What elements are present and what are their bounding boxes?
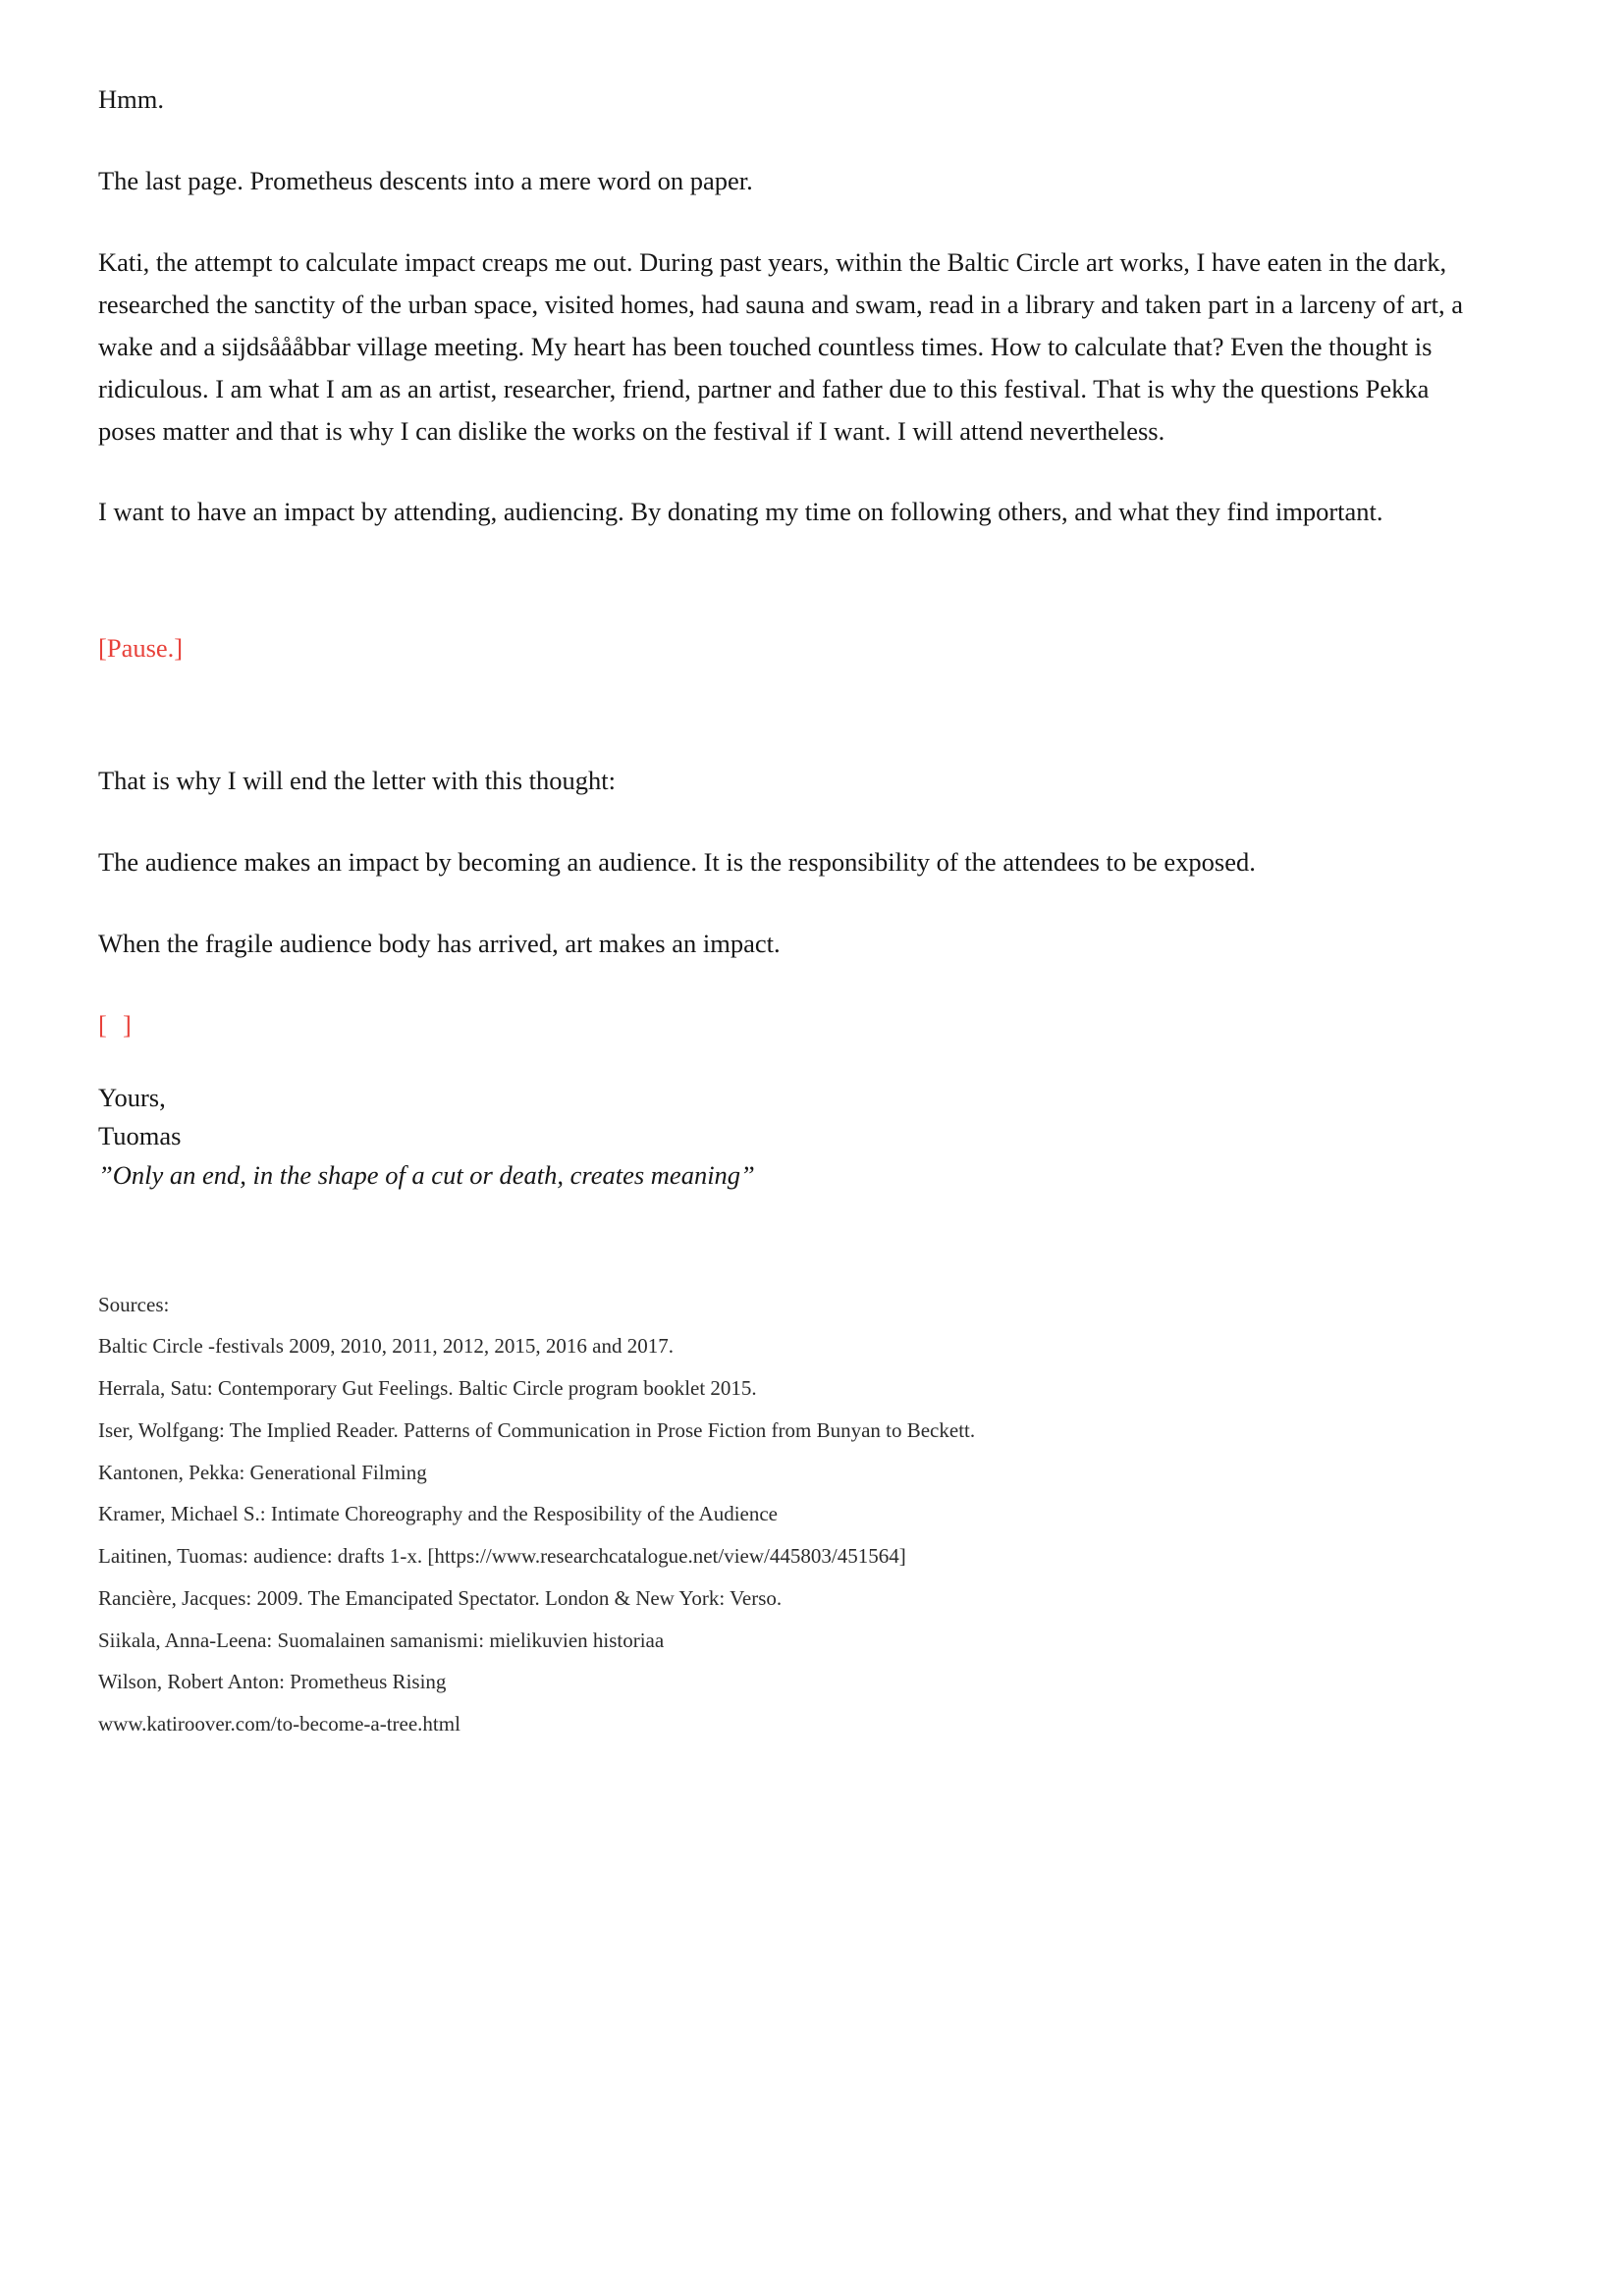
paragraph-fragile-body: When the fragile audience body has arrived, art makes an impact.	[98, 928, 781, 958]
letter-body	[98, 79, 1477, 1195]
source-item: Baltic Circle -festivals 2009, 2010, 2011, 2012, 2015, 2016 and 2017.	[98, 1334, 674, 1359]
spacer-before-stage-note	[98, 570, 1477, 627]
source-item: Kantonen, Pekka: Generational Filming	[98, 1460, 427, 1484]
paragraph-attending: I want to have an impact by attending, audiencing. By donating my time on following others, and what they find important.	[98, 497, 1383, 527]
source-item: Herrala, Satu: Contemporary Gut Feelings. Baltic Circle program booklet 2015.	[98, 1376, 757, 1401]
stage-direction-pause: [Pause.]	[98, 633, 184, 664]
source-item: Kramer, Michael S.: Intimate Choreography and the Resposibility of the Audience	[98, 1502, 778, 1526]
sources-section	[98, 1289, 1477, 1740]
spacer-after-stage-note-2	[98, 726, 1477, 760]
signoff-name: Tuomas	[98, 1120, 182, 1150]
sources-heading: Sources:	[98, 1292, 170, 1316]
paragraph-hmm: Hmm.	[98, 84, 164, 114]
signoff-quote: ”Only an end, in the shape of a cut or death, creates meaning”	[98, 1160, 755, 1191]
source-item-url: www.katiroover.com/to-become-a-tree.html	[98, 1712, 460, 1736]
stage-direction-empty-bracket: [ ]	[98, 1009, 136, 1040]
spacer-before-signoff	[98, 1045, 1477, 1079]
spacer-after-stage-note	[98, 669, 1477, 726]
source-item: Siikala, Anna-Leena: Suomalainen samanismi: mielikuvien historiaa	[98, 1628, 665, 1652]
signoff-block	[98, 1079, 1477, 1194]
paragraph-kati-impact: Kati, the attempt to calculate impact creaps me out. During past years, within the Baltic Circle art works, I have eaten in the dark, researched the sanctity of the urban space, visited homes, had sauna and swam, read in a library and taken part in a larceny of art, a wake and a sijdsåååbbar village meeting. My heart has been touched countless times. How to calculate that? Even the thought is ridiculous. I am what I am as an artist, researcher, friend, partner and father due to this festival. That is why the questions Pekka poses matter and that is why I can dislike the works on the festival if I want. I will attend nevertheless.	[98, 246, 1463, 446]
paragraph-end-letter: That is why I will end the letter with this thought:	[98, 765, 616, 795]
source-item: Rancière, Jacques: 2009. The Emancipated Spectator. London & New York: Verso.	[98, 1585, 783, 1610]
source-item: Iser, Wolfgang: The Implied Reader. Patterns of Communication in Prose Fiction from Bunyan to Beckett.	[98, 1417, 976, 1442]
paragraph-audience-impact: The audience makes an impact by becoming an audience. It is the responsibility of the attendees to be exposed.	[98, 846, 1256, 877]
signoff-yours: Yours,	[98, 1083, 166, 1113]
source-item: Laitinen, Tuomas: audience: drafts 1-x. [https://www.researchcatalogue.net/view/445803/451564]	[98, 1544, 906, 1569]
source-item: Wilson, Robert Anton: Prometheus Rising	[98, 1670, 447, 1694]
paragraph-last-page: The last page. Prometheus descents into a mere word on paper.	[98, 165, 753, 195]
